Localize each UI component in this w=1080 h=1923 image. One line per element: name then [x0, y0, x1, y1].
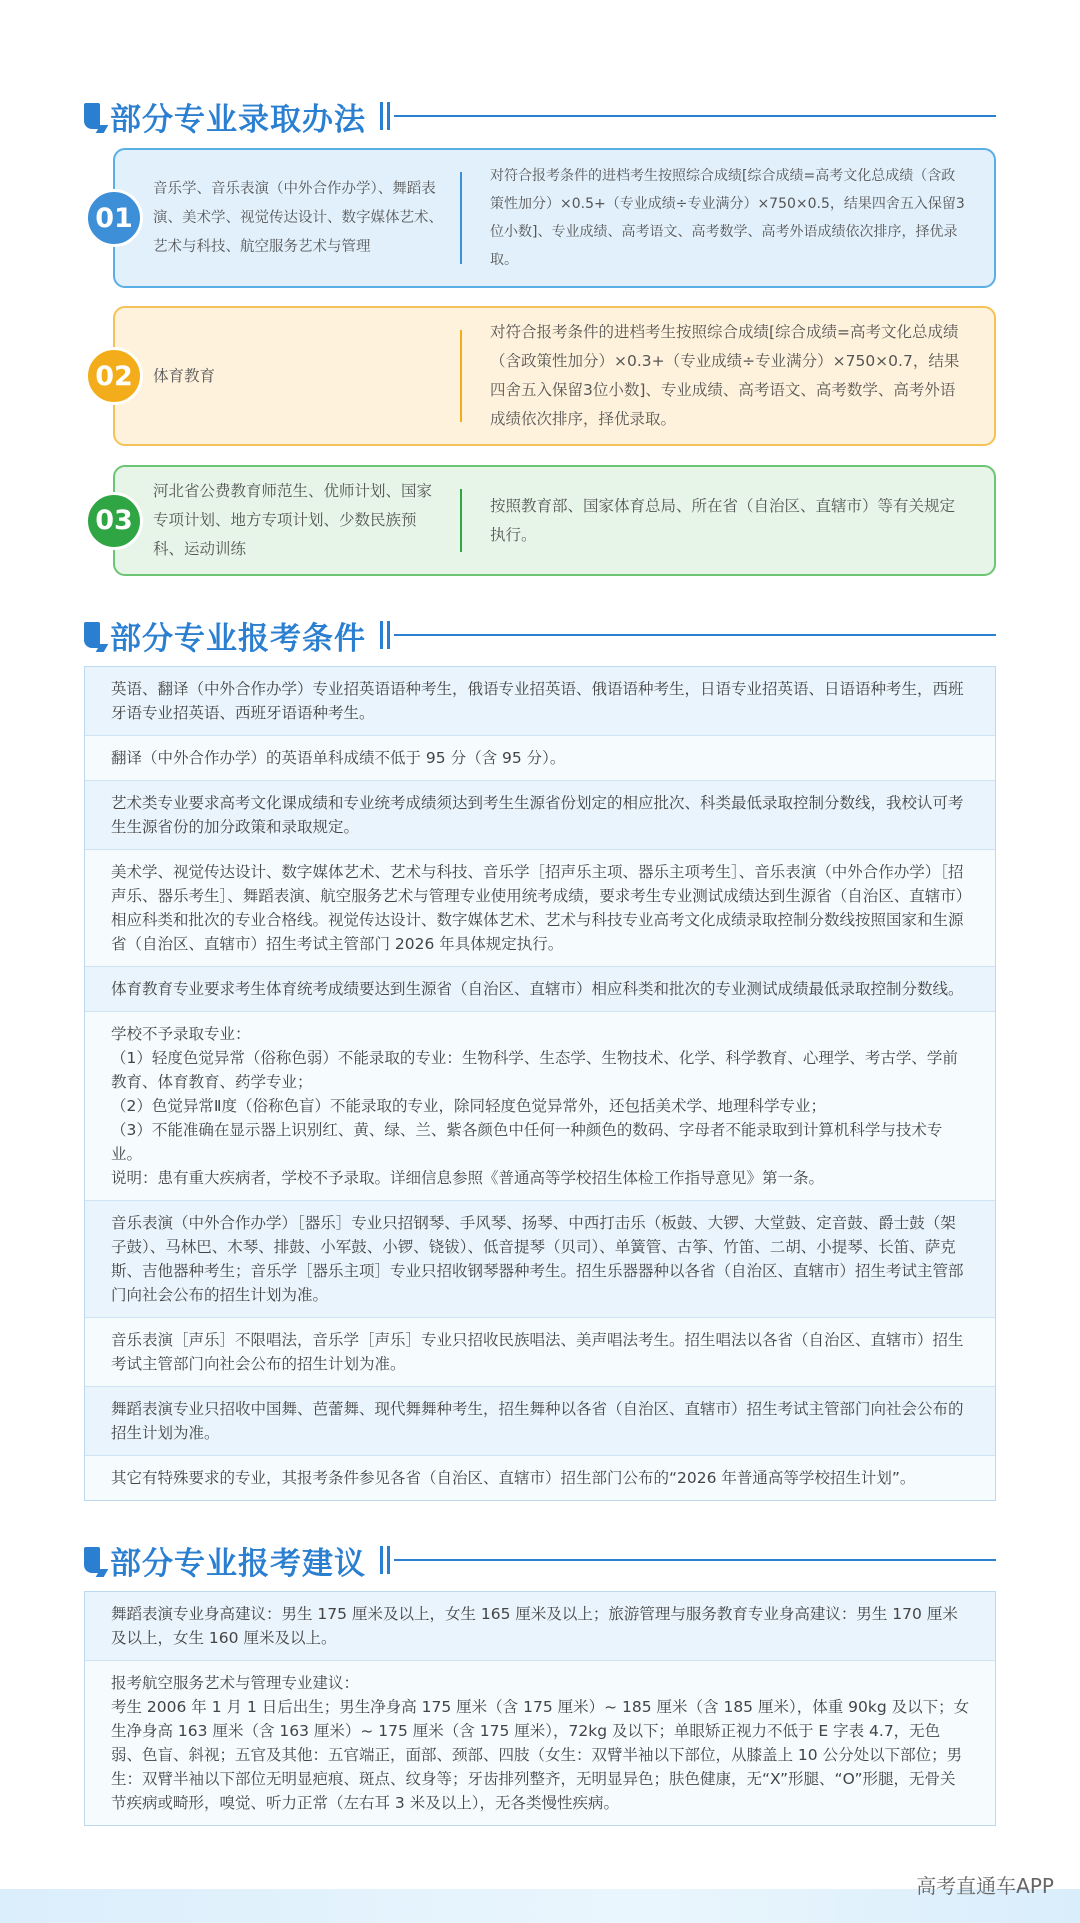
section-divider: [394, 634, 996, 636]
condition-text: 音乐表演（中外合作办学）［器乐］专业只招钢琴、手风琴、扬琴、中西打击乐（板鼓、大锣、大堂鼓、定音鼓、爵士鼓（架子鼓）、马林巴、木琴、排鼓、小军鼓、小锣、铙钹）、低音提琴（贝司）、单簧管、古筝、竹笛、二胡、小提琴、长笛、萨克斯、吉他器种考生；音乐学［器乐主项］专业只招收钢琴器种考生。招生乐器器种以各省（自治区、直辖市）招生考试主管部门向社会公布的招生计划为准。: [111, 1214, 964, 1304]
card-majors: 音乐学、音乐表演（中外合作办学）、舞蹈表演、美术学、视觉传达设计、数字媒体艺术、艺术与科技、航空服务艺术与管理: [153, 180, 443, 255]
double-bar-icon: [380, 102, 394, 130]
condition-text: 英语、翻译（中外合作办学）专业招英语语种考生，俄语专业招英语、俄语语种考生，日语专业招英语、日语语种考生，西班牙语专业招英语、西班牙语语种考生。: [111, 680, 964, 722]
card-number-badge: 01: [85, 189, 143, 247]
condition-text: 音乐表演［声乐］不限唱法，音乐学［声乐］专业只招收民族唱法、美声唱法考生。招生唱法以各省（自治区、直辖市）招生考试主管部门向社会公布的招生计划为准。: [111, 1331, 964, 1373]
section-header-advice: [84, 1536, 996, 1584]
double-bar-icon: [380, 621, 394, 649]
condition-row: [85, 1455, 995, 1500]
section-title: 部分专业报考条件: [110, 620, 366, 657]
admission-card-3: [95, 465, 996, 576]
condition-text: （3）不能准确在显示器上识别红、黄、绿、兰、紫各颜色中任何一种颜色的数码、字母者不能录取到计算机科学与技术专业。: [111, 1121, 943, 1163]
section-header-conditions: [84, 611, 996, 659]
double-bar-icon: [380, 1546, 394, 1574]
condition-row: [85, 849, 995, 966]
advice-text: 考生 2006 年 1 月 1 日后出生；男生净身高 175 厘米（含 175 厘米）~ 185 厘米（含 185 厘米），体重 90kg 及以下；女生净身高 163 厘米（含 163 厘米）~ 175 厘米（含 175 厘米），72kg 及以下；单眼矫正视力不低于 E 字表 4.7，无色弱、色盲、斜视；五官及其他：五官端正，面部、颈部、四肢（女生：双臂半袖以下部位，从膝盖上 10 公分处以下部位；男生：双臂半袖以下部位无明显疤痕、斑点、纹身等；牙齿排列整齐，无明显异色；肤色健康，无“X”形腿、“O”形腿，无骨关节疾病或畸形，嗅觉、听力正常（左右耳 3 米及以上），无各类慢性疾病。: [111, 1698, 970, 1812]
condition-row: [85, 735, 995, 780]
condition-text: 舞蹈表演专业只招收中国舞、芭蕾舞、现代舞舞种考生，招生舞种以各省（自治区、直辖市）招生考试主管部门向社会公布的招生计划为准。: [111, 1400, 964, 1442]
condition-text: 翻译（中外合作办学）的英语单科成绩不低于 95 分（含 95 分）。: [111, 749, 566, 767]
bookmark-icon: [84, 103, 100, 129]
condition-text: 美术学、视觉传达设计、数字媒体艺术、艺术与科技、音乐学［招声乐主项、器乐主项考生］、音乐表演（中外合作办学）［招声乐、器乐考生］、舞蹈表演、航空服务艺术与管理专业使用统考成绩，要求考生专业测试成绩达到生源省（自治区、直辖市）相应科类和批次的专业合格线。视觉传达设计、数字媒体艺术、艺术与科技专业高考文化成绩录取控制分数线按照国家和生源省（自治区、直辖市）招生考试主管部门 2026 年具体规定执行。: [111, 863, 964, 953]
condition-text: 体育教育专业要求考生体育统考成绩要达到生源省（自治区、直辖市）相应科类和批次的专业测试成绩最低录取控制分数线。: [111, 980, 964, 998]
condition-text: （2）色觉异常Ⅱ度（俗称色盲）不能录取的专业，除同轻度色觉异常外，还包括美术学、地理科学专业；: [111, 1097, 826, 1115]
condition-row: [85, 667, 995, 735]
section-title: 部分专业报考建议: [110, 1545, 366, 1582]
card-rule: 对符合报考条件的进档考生按照综合成绩[综合成绩=高考文化总成绩（含政策性加分）×0.3+（专业成绩÷专业满分）×750×0.7，结果四舍五入保留3位小数]、专业成绩、高考语文、高考数学、高考外语成绩依次排序，择优录取。: [490, 323, 960, 428]
section-header-admission: [84, 92, 996, 140]
card-rule: 对符合报考条件的进档考生按照综合成绩[综合成绩=高考文化总成绩（含政策性加分）×0.5+（专业成绩÷专业满分）×750×0.5，结果四舍五入保留3位小数]、专业成绩、高考语文、高考数学、高考外语成绩依次排序，择优录取。: [490, 168, 965, 268]
condition-row: [85, 1011, 995, 1200]
admission-card-1: [95, 148, 996, 288]
advice-text: 报考航空服务艺术与管理专业建议：: [111, 1674, 360, 1692]
condition-text: 艺术类专业要求高考文化课成绩和专业统考成绩须达到考生生源省份划定的相应批次、科类最低录取控制分数线，我校认可考生生源省份的加分政策和录取规定。: [111, 794, 964, 836]
section-title: 部分专业录取办法: [110, 101, 366, 138]
conditions-table: [84, 666, 996, 1501]
condition-row: [85, 1386, 995, 1455]
advice-row: [85, 1660, 995, 1825]
bookmark-icon: [84, 1547, 100, 1573]
admission-card-2: [95, 306, 996, 446]
watermark-text: 高考直通车APP: [916, 1874, 1054, 1898]
condition-row: [85, 1317, 995, 1386]
condition-row: [85, 780, 995, 849]
bookmark-icon: [84, 622, 100, 648]
advice-text: 舞蹈表演专业身高建议：男生 175 厘米及以上，女生 165 厘米及以上；旅游管理与服务教育专业身高建议：男生 170 厘米及以上，女生 160 厘米及以上。: [111, 1605, 958, 1647]
card-rule: 按照教育部、国家体育总局、所在省（自治区、直辖市）等有关规定执行。: [490, 496, 956, 544]
condition-text: 其它有特殊要求的专业，其报考条件参见各省（自治区、直辖市）招生部门公布的“2026 年普通高等学校招生计划”。: [111, 1469, 916, 1487]
advice-row: [85, 1592, 995, 1660]
card-number-badge: 03: [85, 492, 143, 550]
section-divider: [394, 115, 996, 117]
condition-row: [85, 1200, 995, 1317]
advice-table: [84, 1591, 996, 1826]
condition-text: 说明：患有重大疾病者，学校不予录取。详细信息参照《普通高等学校招生体检工作指导意见》第一条。: [111, 1169, 825, 1187]
condition-text: （1）轻度色觉异常（俗称色弱）不能录取的专业：生物科学、生态学、生物技术、化学、科学教育、心理学、考古学、学前教育、体育教育、药学专业；: [111, 1049, 958, 1091]
card-majors: 河北省公费教育师范生、优师计划、国家专项计划、地方专项计划、少数民族预科、运动训练: [153, 482, 433, 558]
condition-text: 学校不予录取专业：: [111, 1025, 251, 1043]
condition-row: [85, 966, 995, 1011]
section-divider: [394, 1559, 996, 1561]
card-number-badge: 02: [85, 347, 143, 405]
card-majors: 体育教育: [153, 366, 216, 385]
